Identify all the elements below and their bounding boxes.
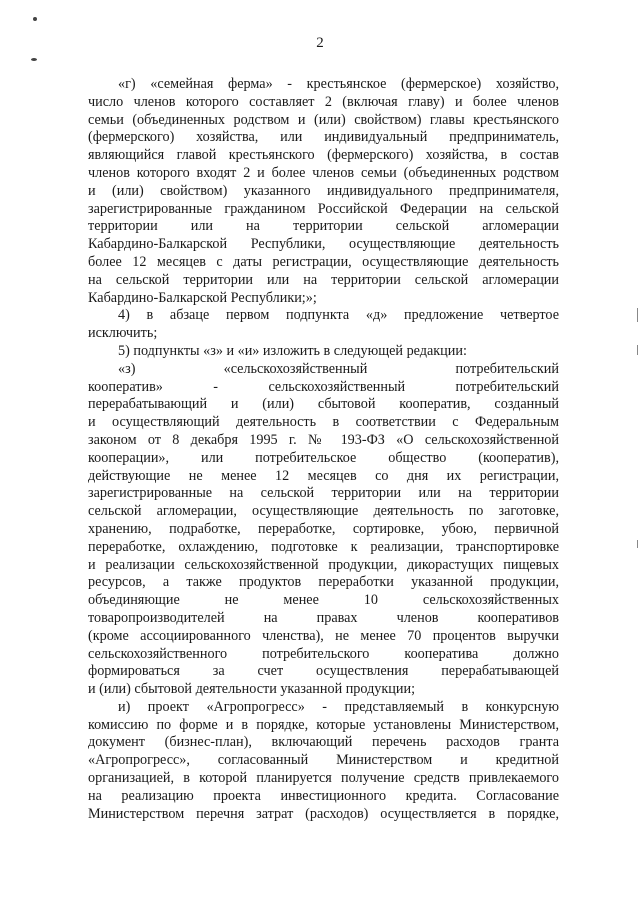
text-line: (фермерского) хозяйства, или индивидуальный предприниматель, bbox=[88, 129, 559, 146]
text-line: кооперации», или потребительское общество (кооператив), bbox=[88, 449, 559, 466]
text-line: на реализацию проекта инвестиционного кредита. Согласование bbox=[88, 787, 559, 804]
scan-edge-mark bbox=[637, 345, 638, 355]
text-line: «з) «сельскохозяйственный потребительский bbox=[118, 360, 559, 377]
text-line: на сельской территории или на территории сельской агломерации bbox=[88, 271, 559, 288]
text-line: и реализации сельскохозяйственной продукции, дикорастущих пищевых bbox=[88, 556, 559, 573]
text-line: и осуществляющий деятельность в соответствии с Федеральным bbox=[88, 414, 559, 431]
text-line: документ (бизнес-план), включающий перечень расходов гранта bbox=[88, 734, 559, 751]
text-line: число членов которого составляет 2 (включая главу) и более членов bbox=[88, 93, 559, 110]
text-line: формироваться за счет осуществления перерабатывающей bbox=[88, 663, 559, 680]
text-line: сельскохозяйственного потребительского кооператива должно bbox=[88, 645, 559, 662]
scan-edge-mark bbox=[637, 308, 638, 322]
text-line: и (или) свойством) указанного индивидуального предпринимателя, bbox=[88, 182, 559, 199]
text-line: хранению, подработке, переработке, сортировке, убою, первичной bbox=[88, 520, 559, 537]
text-line: являющийся главой крестьянского (фермерского) хозяйства, в состав bbox=[88, 147, 559, 164]
text-line: Кабардино-Балкарской Республики;»; bbox=[88, 289, 317, 306]
text-line: сельской агломерации, осуществляющие деятельность по заготовке, bbox=[88, 503, 559, 520]
text-line: 5) подпункты «з» и «и» изложить в следующей редакции: bbox=[118, 342, 467, 359]
text-line: «г) «семейная ферма» - крестьянское (фермерское) хозяйство, bbox=[118, 76, 559, 92]
text-line: организацией, в которой планируется получение средств привлекаемого bbox=[88, 770, 559, 787]
text-line: членов которого входят 2 и более членов семьи (объединенных родством bbox=[88, 164, 559, 181]
text-line: более 12 месяцев с даты регистрации, осуществляющие деятельность bbox=[88, 253, 559, 270]
text-line: Министерством перечня затрат (расходов) осуществляется в порядке, bbox=[88, 805, 559, 822]
text-line: 4) в абзаце первом подпункта «д» предложение четвертое bbox=[118, 307, 559, 324]
text-line: семьи (объединенных родством и (или) свойством) главы крестьянского bbox=[88, 111, 559, 128]
text-line: товаропроизводителей на правах членов кооперативов bbox=[88, 609, 559, 626]
text-line: «Агропрогресс», согласованный Министерством и кредитной bbox=[88, 752, 559, 769]
text-line: кооператив» - сельскохозяйственный потребительский bbox=[88, 378, 559, 395]
text-line: перерабатывающий и (или) сбытовой кооператив, созданный bbox=[88, 396, 559, 413]
text-line: объединяющие не менее 10 сельскохозяйственных bbox=[88, 592, 559, 609]
text-line: и (или) сбытовой деятельности указанной продукции; bbox=[88, 681, 416, 698]
text-line: территории или на территории сельской агломерации bbox=[88, 218, 559, 235]
scan-speck bbox=[31, 58, 37, 61]
text-line: ресурсов, а также продуктов переработки указанной продукции, bbox=[88, 574, 559, 591]
document-body bbox=[88, 76, 559, 823]
text-line: и) проект «Агропрогресс» - представляемый в конкурсную bbox=[118, 698, 559, 715]
scan-speck bbox=[33, 17, 37, 21]
text-line: исключить; bbox=[88, 325, 158, 342]
text-line: действующие не менее 12 месяцев со дня их регистрации, bbox=[88, 467, 559, 484]
page-number: 2 bbox=[316, 35, 324, 51]
text-line: зарегистрированные на сельской территории или на территории bbox=[88, 485, 559, 502]
text-line: законом от 8 декабря 1995 г. № 193-ФЗ «О сельскохозяйственной bbox=[88, 431, 559, 448]
text-line: комиссию по форме и в порядке, которые установлены Министерством, bbox=[88, 716, 559, 733]
scan-edge-mark bbox=[637, 540, 638, 548]
text-line: переработке, охлаждению, подготовке к реализации, транспортировке bbox=[88, 538, 559, 555]
text-line: Кабардино-Балкарской Республики, осуществляющие деятельность bbox=[88, 236, 559, 253]
text-line: зарегистрированные гражданином Российской Федерации на сельской bbox=[88, 200, 559, 217]
text-line: (кроме ассоциированного членства), не менее 70 процентов выручки bbox=[88, 627, 559, 644]
